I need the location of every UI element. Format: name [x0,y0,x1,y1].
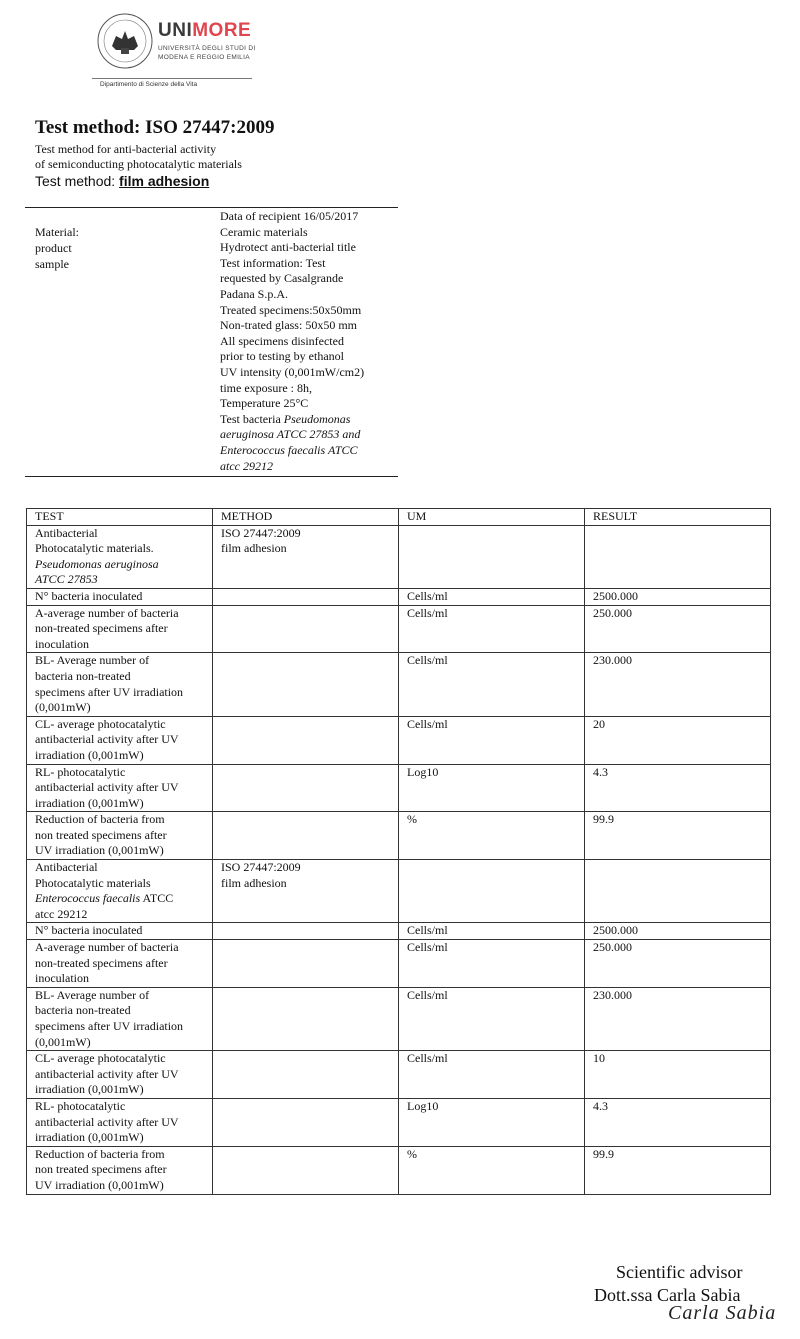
test-line: non-treated specimens after [35,955,168,970]
um-cell: Cells/ml [399,987,585,1050]
method-cell [213,764,399,812]
info-line: Non-trated glass: 50x50 mm [220,318,357,333]
test-line: non treated specimens after [35,1162,167,1177]
test-cell [27,653,213,716]
test-cell [27,525,213,588]
result-cell: 2500.000 [585,588,771,605]
info-line: Temperature 25°C [220,396,309,411]
result-cell: 2500.000 [585,923,771,940]
test-cell [27,1098,213,1146]
column-header-um: UM [399,509,585,526]
method-cell [213,588,399,605]
table-section-enterococcus [27,860,771,1194]
test-line: bacteria non-treated [35,1003,131,1018]
test-cell [27,940,213,988]
method-prefix: Test method: [35,173,120,189]
info-bottom-divider [25,476,398,477]
test-line: A-average number of bacteria [35,940,179,955]
result-cell: 99.9 [585,1146,771,1194]
test-line: UV irradiation (0,001mW) [35,1177,164,1192]
sample-info [220,209,398,474]
test-line: Reduction of bacteria from [35,812,165,827]
table-row [27,1146,771,1194]
result-cell: 250.000 [585,940,771,988]
method-cell [213,940,399,988]
university-name-line2: MODENA E REGGIO EMILIA [158,54,250,61]
method-cell [213,1098,399,1146]
result-cell: 20 [585,716,771,764]
test-line: N° bacteria inoculated [35,588,143,603]
strain-suffix: ATCC [140,891,174,906]
test-line: UV irradiation (0,001mW) [35,843,164,858]
test-line: non-treated specimens after [35,621,168,636]
test-line: Antibacterial [35,860,98,875]
brand-wordmark [158,20,251,42]
method-cell [213,605,399,653]
method-line: film adhesion [221,875,287,890]
method-cell [213,716,399,764]
advisor-name: Dott.ssa Carla Sabia [594,1285,741,1305]
test-line: Reduction of bacteria from [35,1146,165,1161]
info-label-product: product [35,241,72,255]
test-line: irradiation (0,001mW) [35,1082,144,1097]
test-cell [27,923,213,940]
info-label-material: Material: [35,225,79,239]
test-line: specimens after UV irradiation [35,1019,184,1033]
advisor-role: Scientific advisor [616,1262,743,1282]
test-line: Pseudomonas aeruginosa [35,556,159,571]
table-group-row [27,525,771,588]
test-line: antibacterial activity after UV [35,1066,179,1081]
table-header-row [27,509,771,526]
um-cell: % [399,812,585,860]
info-line: prior to testing by ethanol [220,349,344,364]
result-cell [585,525,771,588]
test-line: Antibacterial [35,525,98,540]
test-line: CL- average photocatalytic [35,716,166,731]
info-line [220,412,398,428]
test-cell [27,588,213,605]
column-header-result: RESULT [585,509,771,526]
test-line: RL- photocatalytic [35,1098,126,1113]
department-divider [92,78,252,79]
um-cell: Cells/ml [399,653,585,716]
method-cell [213,653,399,716]
description-line-2: of semiconducting photocatalytic materials [35,157,242,171]
test-line: BL- Average number of [35,653,150,668]
test-line: Photocatalytic materials [35,875,151,890]
university-seal-icon [96,12,154,70]
table-row [27,1051,771,1099]
test-cell [27,812,213,860]
test-line: RL- photocatalytic [35,764,126,779]
test-line: irradiation (0,001mW) [35,747,144,762]
table-row [27,940,771,988]
method-cell [213,1051,399,1099]
method-cell [213,525,399,588]
info-line: UV intensity (0,001mW/cm2) [220,364,365,379]
result-cell: 230.000 [585,987,771,1050]
table-row [27,812,771,860]
brand-uni: UNI [158,20,193,41]
test-cell [27,1146,213,1194]
method-cell [213,860,399,923]
um-cell: Log10 [399,1098,585,1146]
method-cell [213,923,399,940]
bacteria-name: Enterococcus faecalis [35,891,141,906]
test-cell [27,987,213,1050]
test-cell [27,1051,213,1099]
table-row [27,764,771,812]
table-row [27,987,771,1050]
test-line: non treated specimens after [35,827,167,842]
um-cell: Cells/ml [399,605,585,653]
test-line: inoculation [35,636,89,651]
university-name-line1: UNIVERSITÀ DEGLI STUDI DI [158,45,256,52]
result-cell: 10 [585,1051,771,1099]
test-line: ATCC 27853 [35,572,98,587]
table-row [27,923,771,940]
method-line: ISO 27447:2009 [221,525,301,540]
test-cell [27,716,213,764]
info-top-divider [25,207,398,208]
test-method-line [35,173,209,189]
um-cell: % [399,1146,585,1194]
handwritten-signature: Carla Sabia [668,1302,777,1324]
bacteria-prefix: Test bacteria [220,411,284,426]
method-line: ISO 27447:2009 [221,860,301,875]
info-line: Data of recipient 16/05/2017 [220,209,359,223]
result-cell: 99.9 [585,812,771,860]
test-line: inoculation [35,971,89,986]
brand-more: MORE [192,20,252,41]
info-line: All specimens disinfected [220,333,344,348]
test-line: CL- average photocatalytic [35,1051,166,1066]
method-line: film adhesion [221,541,287,556]
table-row [27,605,771,653]
info-line: Test information: Test [220,255,326,270]
table-row [27,716,771,764]
test-line: Photocatalytic materials. [35,541,154,556]
info-line: aeruginosa ATCC 27853 and [220,427,361,442]
method-value: film adhesion [119,173,210,189]
um-cell: Log10 [399,764,585,812]
info-line: Ceramic materials [220,224,308,239]
info-line: Treated specimens:50x50mm [220,302,362,317]
info-line: time exposure : 8h, [220,380,312,395]
test-line: antibacterial activity after UV [35,1114,179,1129]
result-cell: 4.3 [585,764,771,812]
test-cell [27,764,213,812]
result-cell [585,860,771,923]
description-line-1: Test method for anti-bacterial activity [35,142,217,156]
table-group-row [27,860,771,923]
um-cell [399,860,585,923]
result-cell: 4.3 [585,1098,771,1146]
table-row [27,588,771,605]
info-label-sample: sample [35,257,69,271]
test-line: antibacterial activity after UV [35,732,179,747]
um-cell: Cells/ml [399,940,585,988]
test-line [35,891,204,907]
test-line: bacteria non-treated [35,668,131,683]
test-line: A-average number of bacteria [35,605,179,620]
test-line: (0,001mW) [35,700,91,715]
info-line: atcc 29212 [220,458,273,473]
results-table [26,508,771,1195]
test-line: atcc 29212 [35,906,88,921]
column-header-method: METHOD [213,509,399,526]
table-row [27,653,771,716]
info-line: Padana S.p.A. [220,286,288,301]
table-section-pseudomonas [27,525,771,859]
um-cell: Cells/ml [399,716,585,764]
test-line: (0,001mW) [35,1034,91,1049]
um-cell [399,525,585,588]
method-cell [213,812,399,860]
bacteria-name: Pseudomonas [283,411,351,426]
info-line: requested by Casalgrande [220,271,344,286]
result-cell: 230.000 [585,653,771,716]
test-line: irradiation (0,001mW) [35,795,144,810]
test-line: N° bacteria inoculated [35,923,143,938]
table-row [27,1098,771,1146]
info-line: Enterococcus faecalis ATCC [220,442,358,457]
um-cell: Cells/ml [399,588,585,605]
test-cell [27,605,213,653]
test-cell [27,860,213,923]
test-line: BL- Average number of [35,987,150,1002]
um-cell: Cells/ml [399,1051,585,1099]
department-name: Dipartimento di Scienze della Vita [100,81,198,88]
page-title: Test method: ISO 27447:2009 [35,117,275,138]
result-cell: 250.000 [585,605,771,653]
method-cell [213,1146,399,1194]
column-header-test: TEST [27,509,213,526]
test-line: antibacterial activity after UV [35,780,179,795]
info-line: Hydrotect anti-bacterial title [220,240,356,255]
test-line: specimens after UV irradiation [35,684,184,699]
test-line: irradiation (0,001mW) [35,1130,144,1145]
method-cell [213,987,399,1050]
um-cell: Cells/ml [399,923,585,940]
